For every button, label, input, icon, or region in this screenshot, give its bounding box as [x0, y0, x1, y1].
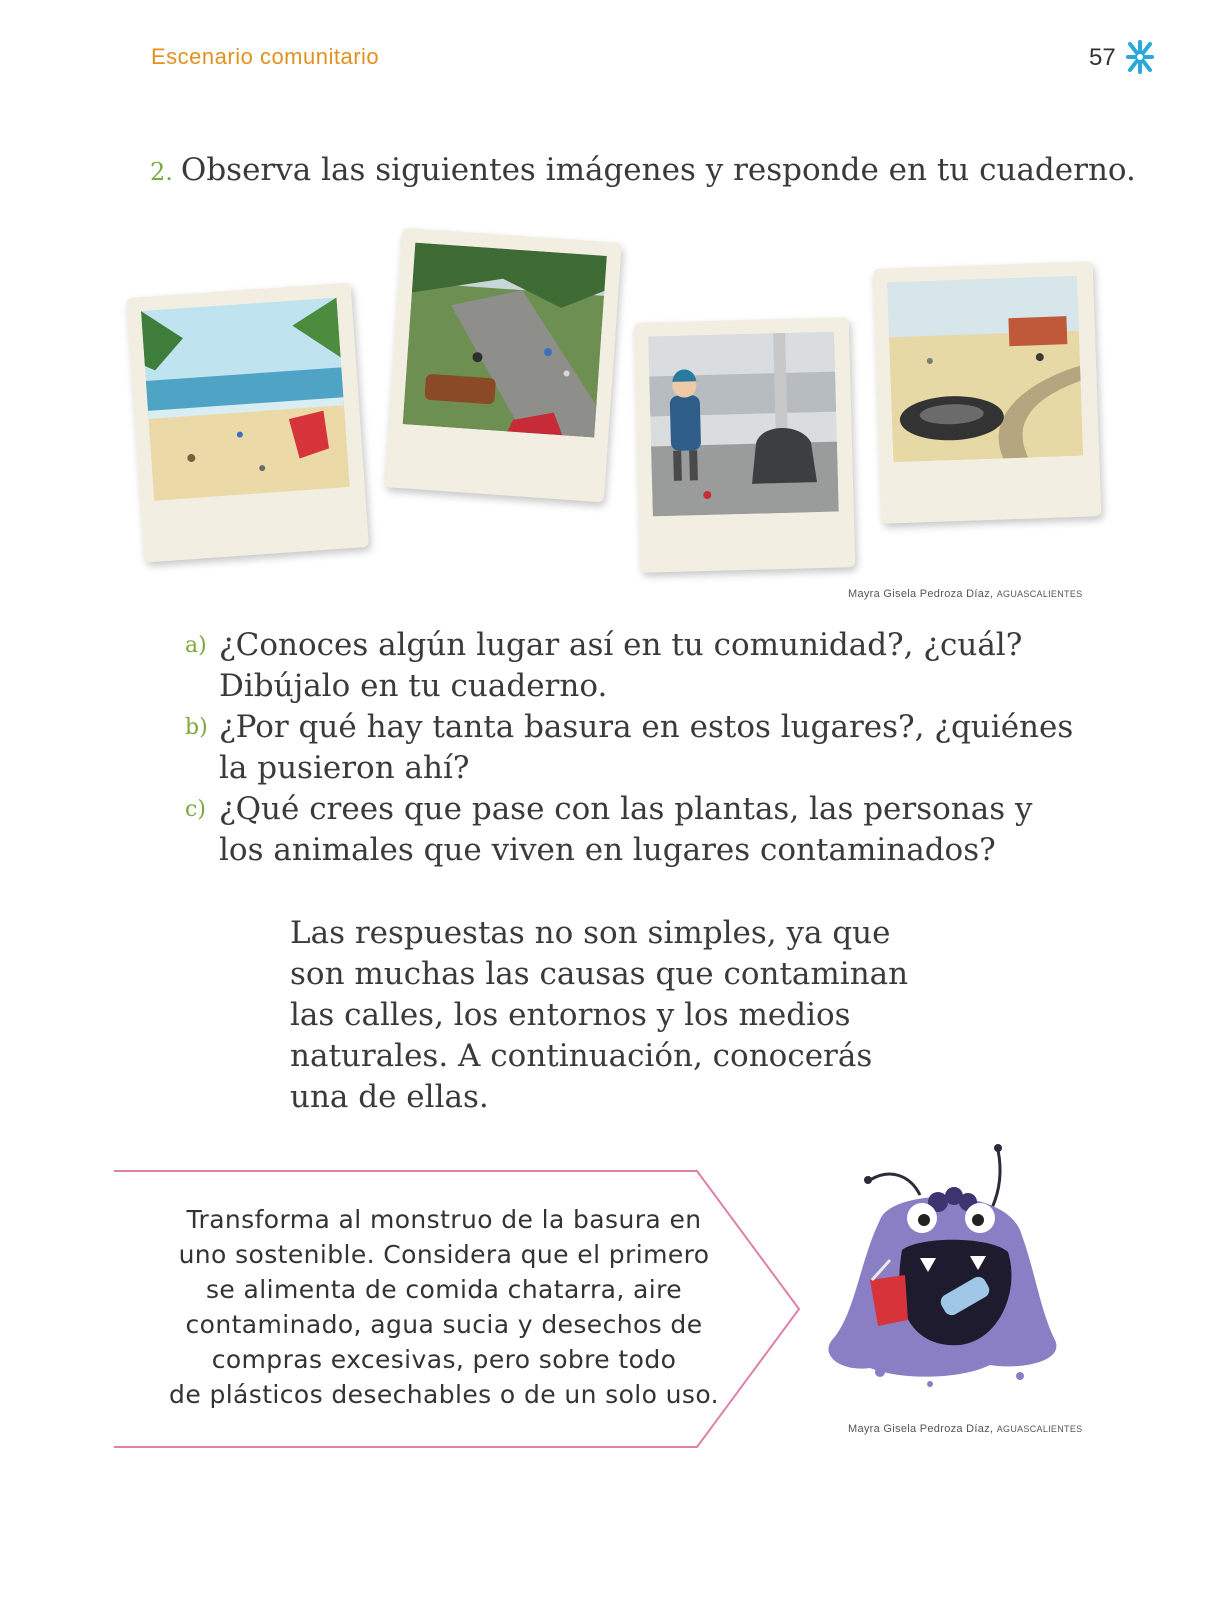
- photo-credit-place: AGUASCALIENTES: [996, 589, 1083, 599]
- monster-credit: [848, 1423, 1082, 1435]
- trash-monster-illustration: [820, 1140, 1070, 1400]
- beach-trash-illustration: [126, 282, 369, 562]
- callout-line: contaminado, agua sucia y desechos de: [185, 1310, 703, 1339]
- section-title: Escenario comunitario: [151, 44, 380, 69]
- instruction-number: 2.: [150, 158, 173, 186]
- callout-line: Transforma al monstruo de la basura en: [186, 1205, 702, 1234]
- question-text: ¿Qué crees que pase con las plantas, las personas y los animales que viven en lugares contaminados?: [219, 791, 1033, 868]
- question-c: [185, 789, 1085, 871]
- instruction-text: Observa las siguientes imágenes y responde en tu cuaderno.: [180, 152, 1136, 188]
- question-b: [185, 707, 1085, 789]
- question-letter: c): [185, 797, 206, 822]
- street-trash-bag-illustration: [634, 317, 855, 573]
- callout-line: de plásticos desechables o de un solo uso.: [169, 1380, 719, 1409]
- photo-credit: [848, 588, 1082, 600]
- callout-line: uno sostenible. Considera que el primero: [178, 1240, 710, 1269]
- forest-road-trash-illustration: [384, 228, 622, 503]
- monster-credit-name: Mayra Gisela Pedroza Díaz,: [848, 1423, 994, 1435]
- page-number: 57: [1089, 44, 1116, 71]
- question-text: ¿Por qué hay tanta basura en estos lugares?, ¿quiénes la pusieron ahí?: [219, 709, 1074, 786]
- star-knot-icon: [1126, 40, 1154, 74]
- question-a: [185, 625, 1085, 707]
- activity-callout: [114, 1168, 804, 1450]
- photo-credit-name: Mayra Gisela Pedroza Díaz,: [848, 588, 994, 600]
- question-letter: b): [185, 715, 208, 740]
- questions-list: [185, 625, 1085, 871]
- monster-credit-place: AGUASCALIENTES: [996, 1424, 1083, 1434]
- field-tire-illustration: [873, 261, 1102, 524]
- instruction: [150, 152, 1136, 188]
- callout-line: compras excesivas, pero sobre todo: [211, 1345, 677, 1374]
- question-text: ¿Conoces algún lugar así en tu comunidad?, ¿cuál? Dibújalo en tu cuaderno.: [219, 627, 1023, 704]
- callout-line: se alimenta de comida chatarra, aire: [205, 1275, 683, 1304]
- question-letter: a): [185, 633, 207, 658]
- photo-collage: [125, 225, 1125, 595]
- callout-text: [134, 1202, 754, 1412]
- intro-paragraph: Las respuestas no son simples, ya que son muchas las causas que contaminan las calles, los entornos y los medios naturales. A continuación, conocerás una de ellas.: [290, 915, 909, 1115]
